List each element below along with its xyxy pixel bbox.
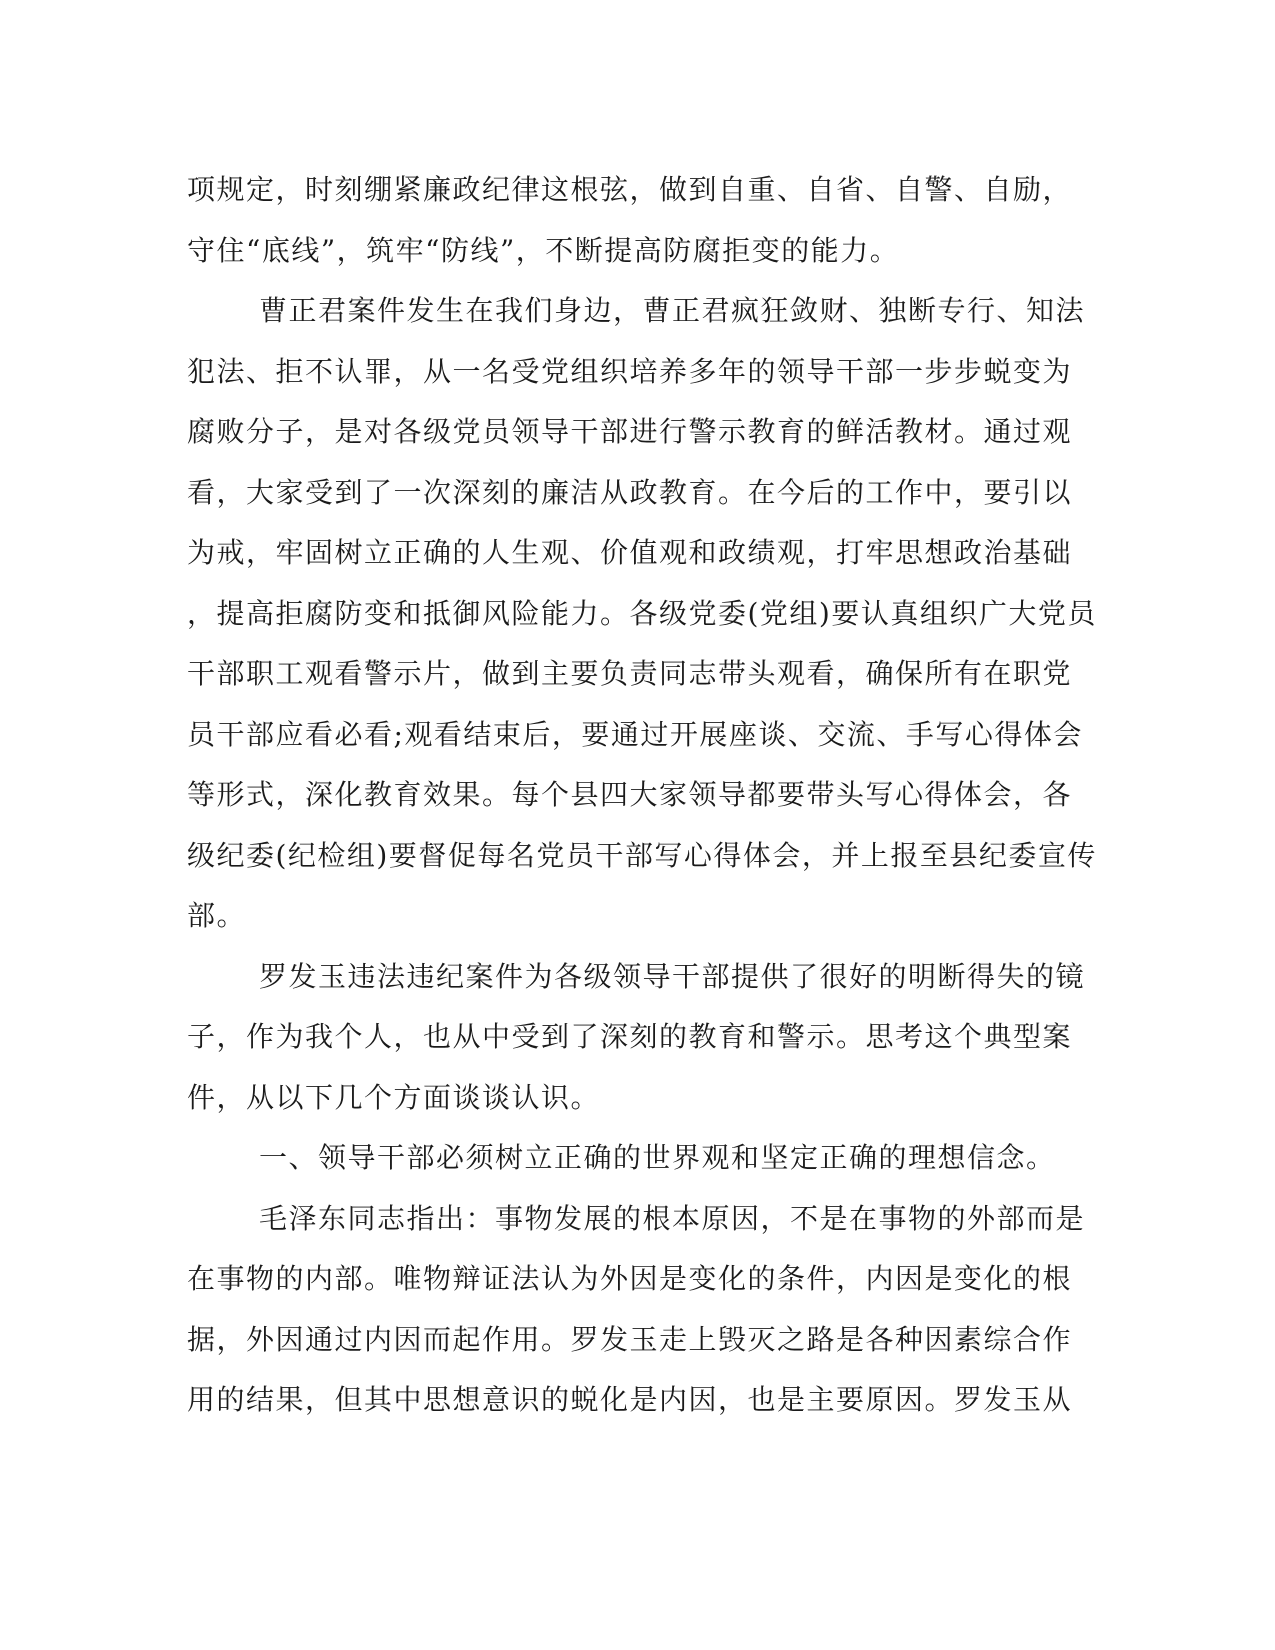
paragraph-start-line: 罗发玉违法违纪案件为各级领导干部提供了很好的明断得失的镜 — [259, 959, 1086, 993]
text-line: 项规定，时刻绷紧廉政纪律这根弦，做到自重、自省、自警、自励， — [187, 173, 1073, 206]
text-line: 腐败分子，是对各级党员领导干部进行警示教育的鲜活教材。通过观 — [187, 415, 1073, 448]
paragraph-start-line: 曹正君案件发生在我们身边，曹正君疯狂敛财、独断专行、知法 — [259, 294, 1086, 327]
text-line: 为戒，牢固树立正确的人生观、价值观和政绩观，打牢思想政治基础 — [187, 536, 1073, 569]
section-heading: 一、领导干部必须树立正确的世界观和坚定正确的理想信念。 — [259, 1141, 1056, 1174]
text-line: ，提高拒腐防变和抵御风险能力。各级党委(党组)要认真组织广大党员 — [187, 596, 1097, 630]
text-line: 守住“底线”，筑牢“防线”，不断提高防腐拒变的能力。 — [187, 233, 900, 267]
text-line: 级纪委(纪检组)要督促每名党员干部写心得体会，并上报至县纪委宣传 — [187, 838, 1097, 872]
text-line: 干部职工观看警示片，做到主要负责同志带头观看，确保所有在职党 — [187, 657, 1073, 690]
text-line: 犯法、拒不认罪，从一名受党组织培养多年的领导干部一步步蜕变为 — [187, 354, 1073, 388]
text-line: 件，从以下几个方面谈谈认识。 — [187, 1080, 601, 1114]
text-line: 员干部应看必看;观看结束后，要通过开展座谈、交流、手写心得体会 — [187, 717, 1083, 751]
text-line: 据，外因通过内因而起作用。罗发玉走上毁灭之路是各种因素综合作 — [187, 1322, 1073, 1356]
text-line: 看，大家受到了一次深刻的廉洁从政教育。在今后的工作中，要引以 — [187, 475, 1073, 509]
text-line: 部。 — [187, 899, 247, 932]
text-line: 等形式，深化教育效果。每个县四大家领导都要带头写心得体会，各 — [187, 778, 1073, 811]
paragraph-start-line: 毛泽东同志指出：事物发展的根本原因，不是在事物的外部而是 — [259, 1201, 1086, 1235]
text-line: 在事物的内部。唯物辩证法认为外因是变化的条件，内因是变化的根 — [187, 1262, 1073, 1295]
text-line: 子，作为我个人，也从中受到了深刻的教育和警示。思考这个典型案 — [187, 1020, 1073, 1053]
text-line: 用的结果，但其中思想意识的蜕化是内因，也是主要原因。罗发玉从 — [187, 1383, 1073, 1416]
body-text — [187, 160, 1097, 1431]
